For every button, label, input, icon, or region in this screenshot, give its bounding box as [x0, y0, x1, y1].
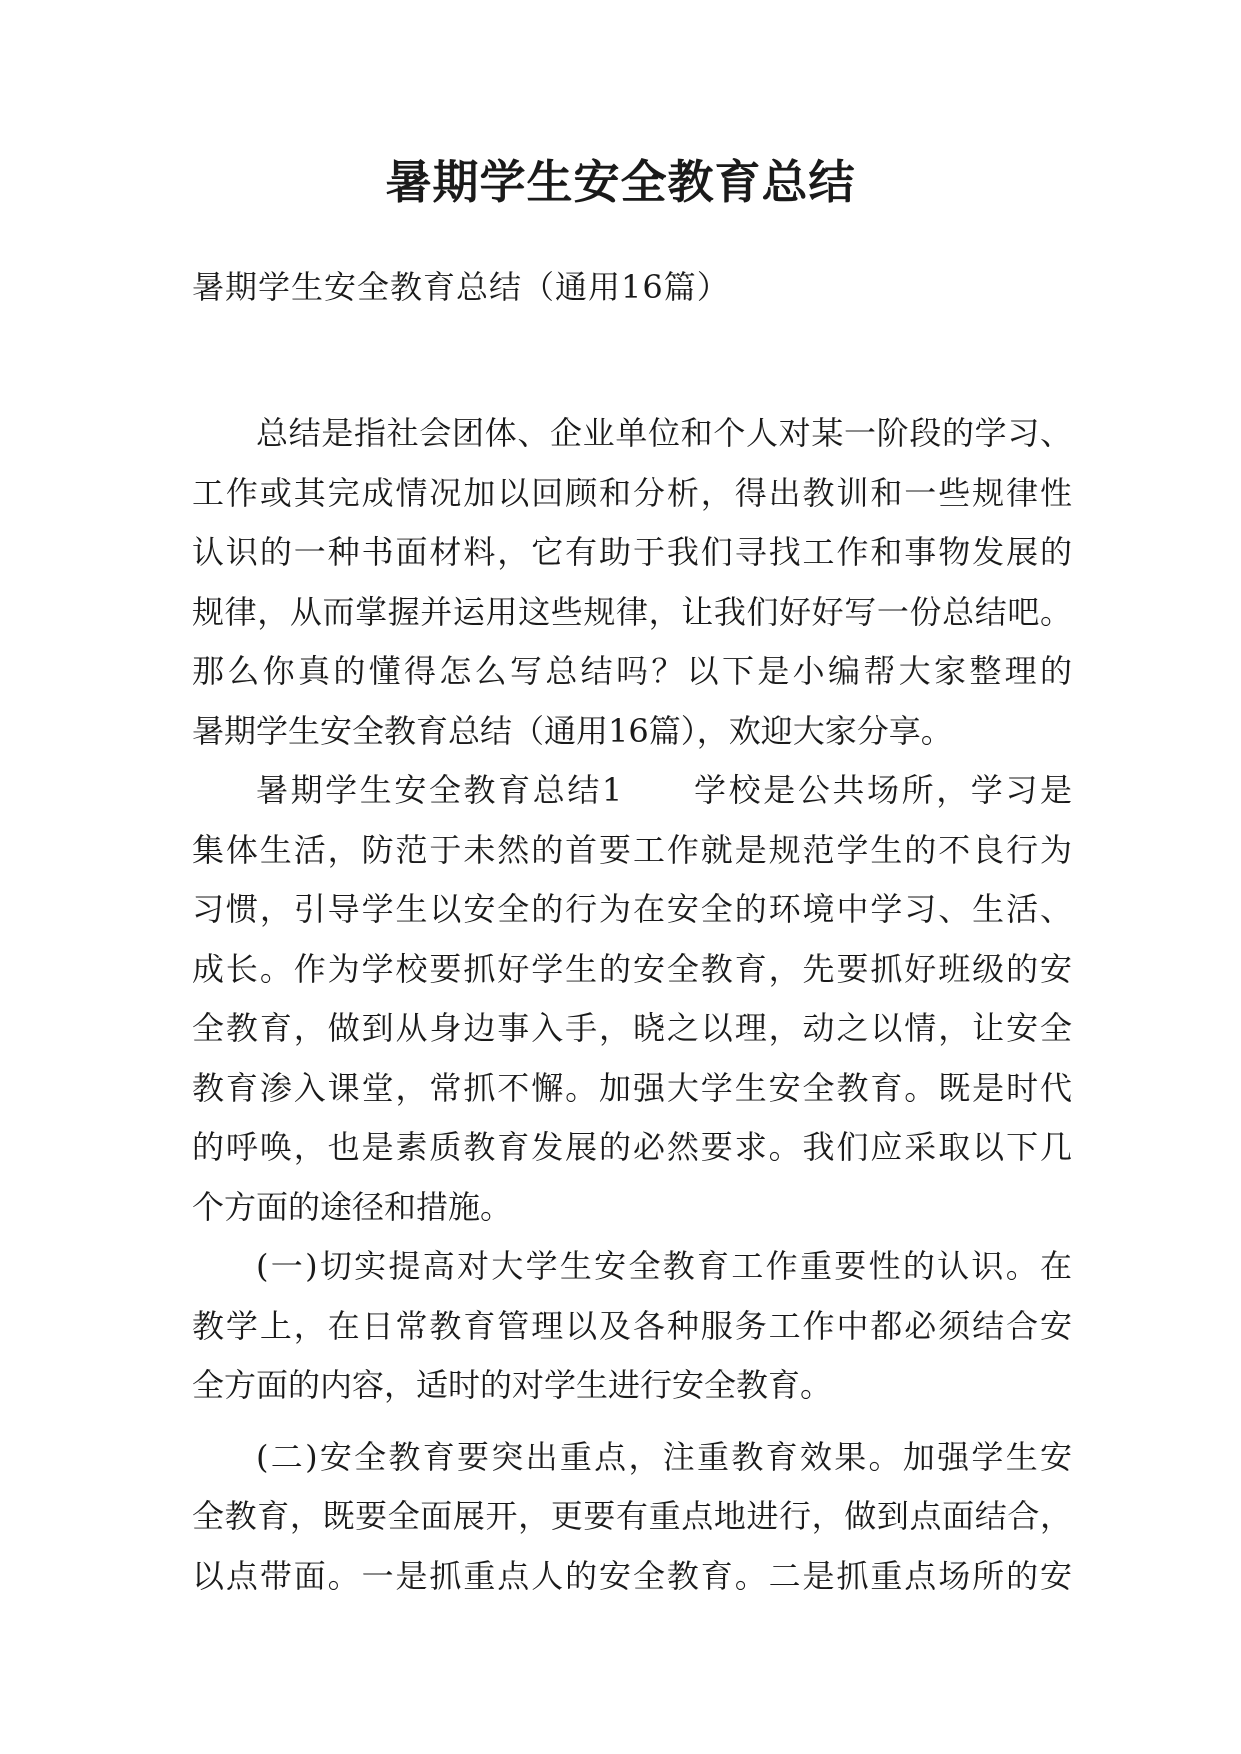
- paragraph-summary-1: [192, 761, 1072, 1237]
- paragraph-gap: [192, 1416, 1072, 1428]
- document-subtitle: 暑期学生安全教育总结（通用16篇）: [192, 268, 730, 306]
- text-line: (二)安全教育要突出重点，注重教育效果。加强学生安: [256, 1437, 1072, 1476]
- text-line: (一)切实提高对大学生安全教育工作重要性的认识。在: [256, 1247, 1072, 1285]
- text-line: 认识的一种书面材料，它有助于我们寻找工作和事物发展的: [192, 533, 1072, 571]
- text-line: 教育渗入课堂，常抓不懈。加强大学生安全教育。既是时代: [192, 1068, 1072, 1107]
- text-line: 的呼唤，也是素质教育发展的必然要求。我们应采取以下几: [192, 1128, 1072, 1166]
- document-title: 暑期学生安全教育总结: [385, 155, 856, 209]
- text-line: 个方面的途径和措施。: [192, 1187, 513, 1226]
- text-line: 成长。作为学校要抓好学生的安全教育，先要抓好班级的安: [192, 949, 1072, 988]
- text-line: 全教育，既要全面展开，更要有重点地进行，做到点面结合，: [192, 1497, 1072, 1535]
- text-line: 教学上，在日常教育管理以及各种服务工作中都必须结合安: [192, 1306, 1072, 1345]
- text-line: 习惯，引导学生以安全的行为在安全的环境中学习、生活、: [192, 890, 1072, 928]
- paragraph-point-1: [192, 1237, 1072, 1416]
- paragraph-point-2: [192, 1428, 1072, 1607]
- text-line: 总结是指社会团体、企业单位和个人对某一阶段的学习、: [256, 414, 1072, 452]
- text-line: 集体生活，防范于未然的首要工作就是规范学生的不良行为: [192, 830, 1072, 869]
- text-line: 工作或其完成情况加以回顾和分析，得出教训和一些规律性: [192, 473, 1072, 512]
- document-body: [192, 404, 1072, 1606]
- text-line: 规律，从而掌握并运用这些规律，让我们好好写一份总结吧。: [192, 592, 1072, 631]
- text-line: 全方面的内容，适时的对学生进行安全教育。: [192, 1366, 833, 1404]
- text-line: 暑期学生安全教育总结1 学校是公共场所，学习是: [256, 771, 1072, 809]
- paragraph-intro: [192, 404, 1072, 761]
- text-line: 那么你真的懂得怎么写总结吗？以下是小编帮大家整理的: [192, 652, 1072, 690]
- text-line: 全教育，做到从身边事入手，晓之以理，动之以情，让安全: [192, 1009, 1072, 1047]
- text-line: 以点带面。一是抓重点人的安全教育。二是抓重点场所的安: [192, 1556, 1072, 1595]
- text-line: 暑期学生安全教育总结（通用16篇），欢迎大家分享。: [192, 711, 953, 750]
